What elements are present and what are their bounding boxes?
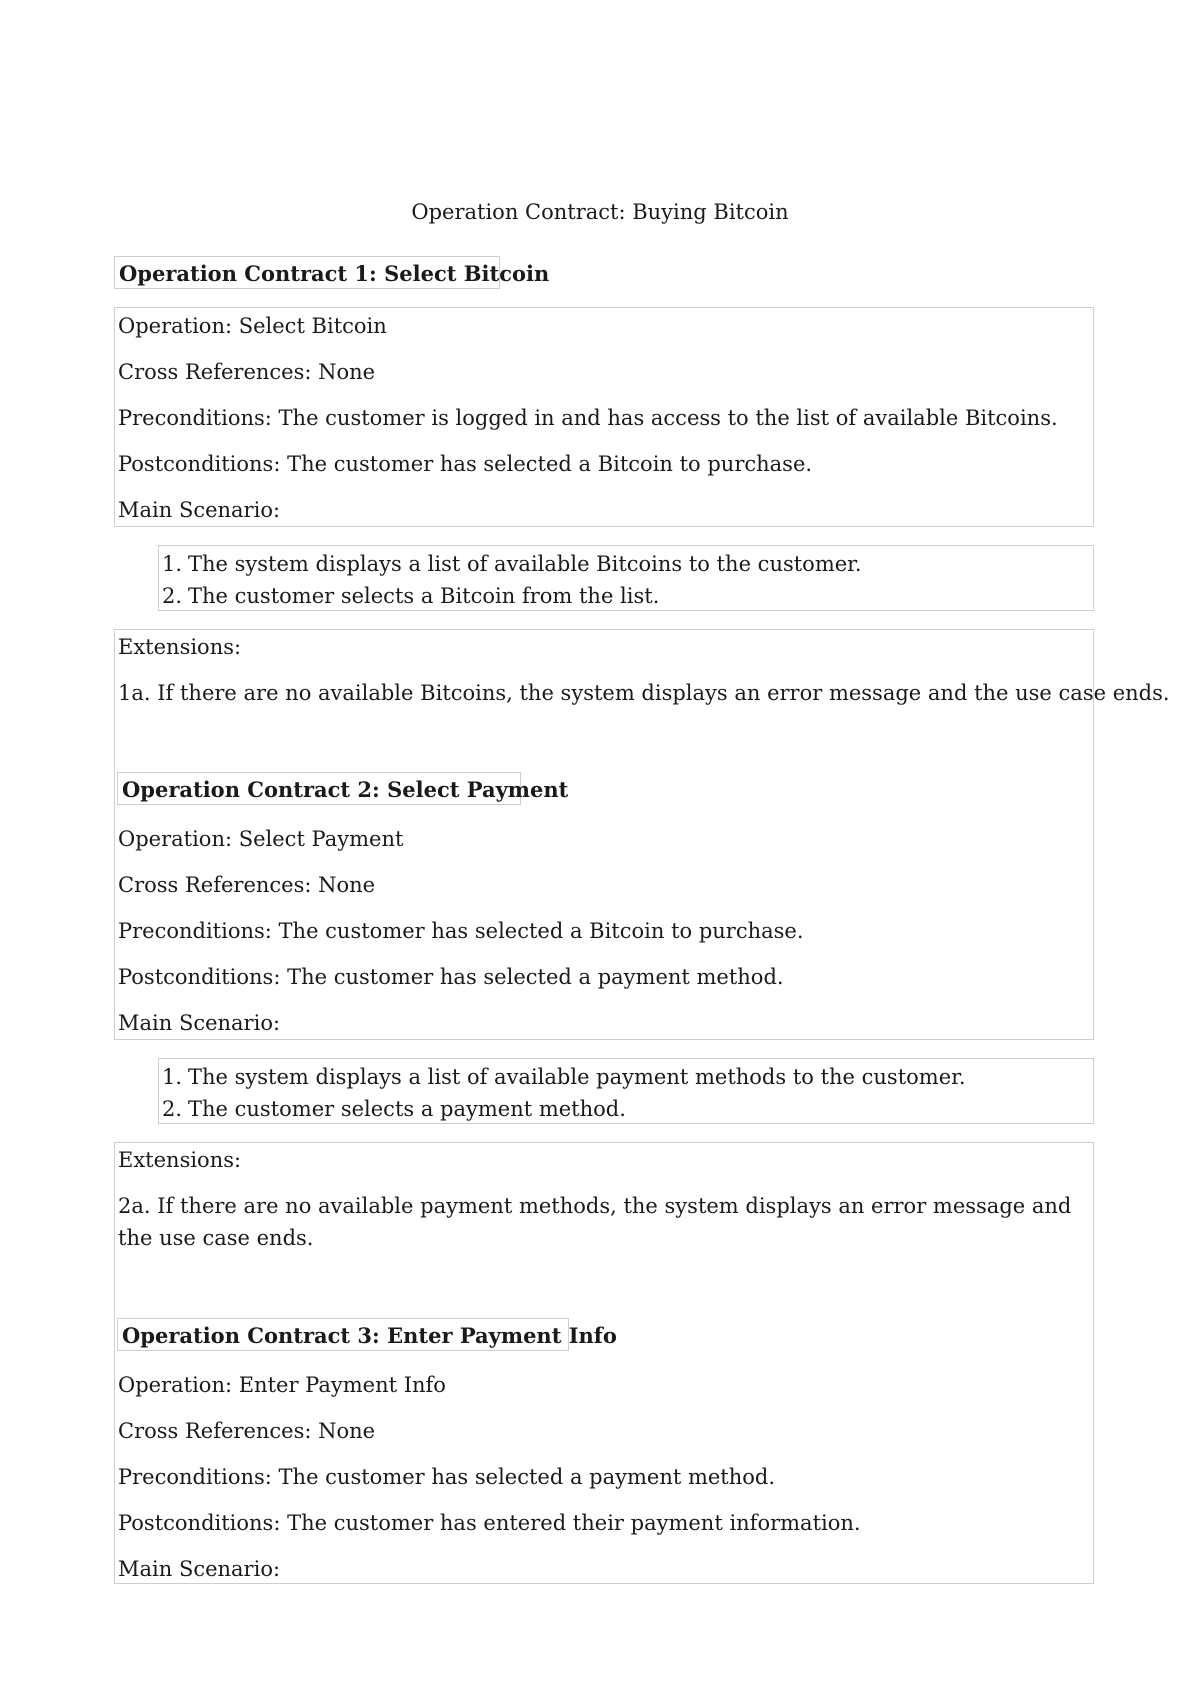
- contract-3-cross-references: Cross References: None: [118, 1419, 376, 1443]
- contract-3-heading: Operation Contract 3: Enter Payment Info: [117, 1318, 569, 1351]
- contract-2-operation: Operation: Select Payment: [118, 827, 404, 851]
- contract-3-operation: Operation: Enter Payment Info: [118, 1373, 446, 1397]
- contract-2-extension: 2a. If there are no available payment methods, the system displays an error message and the use case ends.: [118, 1194, 1072, 1250]
- contract-1-extension: 1a. If there are no available Bitcoins, the system displays an error message and the use case ends.: [118, 681, 1170, 705]
- contract-3-postconditions: Postconditions: The customer has entered their payment information.: [118, 1511, 861, 1535]
- step-text: The system displays a list of available payment methods to the customer.: [188, 1065, 966, 1089]
- contract-1-preconditions: Preconditions: The customer is logged in and has access to the list of available Bitcoins.: [118, 406, 1058, 430]
- contract-2-main-scenario-label: Main Scenario:: [118, 1011, 281, 1035]
- contract-1-heading: Operation Contract 1: Select Bitcoin: [114, 256, 500, 289]
- step-text: The system displays a list of available Bitcoins to the customer.: [188, 552, 862, 576]
- contract-2-preconditions: Preconditions: The customer has selected a Bitcoin to purchase.: [118, 919, 804, 943]
- contract-2-extensions-label: Extensions:: [118, 1148, 242, 1172]
- contract-3-main-scenario-label: Main Scenario:: [118, 1557, 281, 1581]
- contract-2-cross-references: Cross References: None: [118, 873, 376, 897]
- step-number: 1.: [162, 552, 183, 576]
- contract-2-postconditions: Postconditions: The customer has selected a payment method.: [118, 965, 784, 989]
- document-title: Operation Contract: Buying Bitcoin: [411, 200, 789, 224]
- step-text: The customer selects a payment method.: [188, 1097, 626, 1121]
- contract-1-main-scenario-label: Main Scenario:: [118, 498, 281, 522]
- contract-1-cross-references: Cross References: None: [118, 360, 376, 384]
- contract-1-extensions-label: Extensions:: [118, 635, 242, 659]
- step-number: 2.: [162, 584, 183, 608]
- step-number: 1.: [162, 1065, 183, 1089]
- contract-1-operation: Operation: Select Bitcoin: [118, 314, 387, 338]
- contract-1-postconditions: Postconditions: The customer has selected a Bitcoin to purchase.: [118, 452, 813, 476]
- contract-3-preconditions: Preconditions: The customer has selected a payment method.: [118, 1465, 776, 1489]
- step-text: The customer selects a Bitcoin from the list.: [188, 584, 660, 608]
- contract-2-heading: Operation Contract 2: Select Payment: [117, 772, 521, 805]
- step-number: 2.: [162, 1097, 183, 1121]
